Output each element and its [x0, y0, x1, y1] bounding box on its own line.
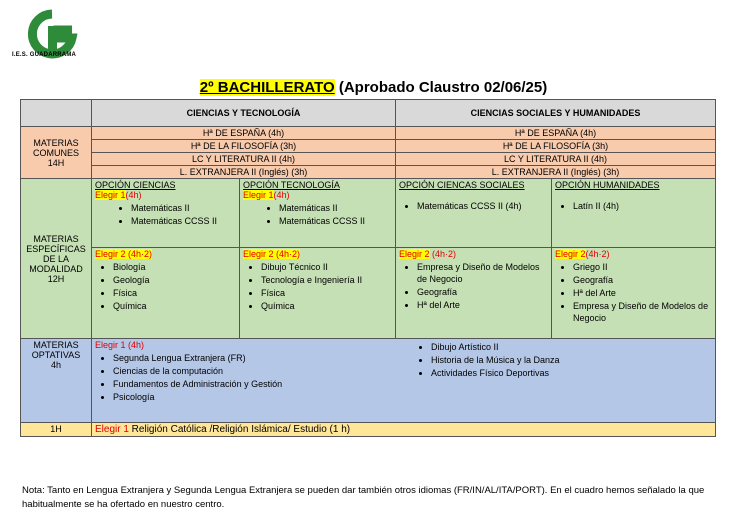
list-item: • Geografía: [573, 274, 712, 286]
header-ciencias-tecnologia: CIENCIAS Y TECNOLOGÍA: [92, 100, 396, 127]
sociales-elegir2-cell: [396, 248, 552, 339]
list-item: • Historia de la Música y la Danza: [431, 354, 703, 366]
religion-cell: [92, 423, 716, 437]
modalidad-label: [21, 179, 92, 339]
comun-right: LC Y LITERATURA II (4h): [396, 153, 716, 166]
elegir1-hours: (4h): [125, 190, 142, 200]
list-item: • Matemáticas CCSS II: [131, 215, 236, 227]
list-item: • Dibujo Técnico II: [261, 261, 392, 273]
title-rest: (Aprobado Claustro 02/06/25): [334, 79, 548, 96]
elegir2-label: Elegir 2: [555, 249, 586, 259]
list-item: • Física: [261, 287, 392, 299]
list-item: • Fundamentos de Administración y Gestión: [113, 378, 413, 390]
modalidad-hours: 12H: [47, 273, 65, 284]
list-item: • Hª del Arte: [417, 299, 548, 311]
comun-right: Hª DE ESPAÑA (4h): [396, 127, 716, 140]
list-item: • Matemáticas CCSS II (4h): [417, 200, 548, 212]
comun-left: Hª DE ESPAÑA (4h): [92, 127, 396, 140]
list-item: • Latín II (4h): [573, 200, 712, 212]
comun-right: Hª DE LA FILOSOFÍA (3h): [396, 140, 716, 153]
list-item: • Empresa y Diseño de Modelos de Negocio: [417, 261, 548, 285]
list-item: • Ciencias de la computación: [113, 365, 413, 377]
list-item: • Actividades Físico Deportivas: [431, 367, 703, 379]
list-item: • Psicología: [113, 391, 413, 403]
list-item: • Matemáticas II: [131, 202, 236, 214]
humanidades-elegir2-cell: [552, 248, 716, 339]
elegir2-label: Elegir 2 (4h·2): [243, 249, 301, 259]
opcion-humanidades-title: OPCIÓN HUMANIDADES: [555, 180, 660, 190]
list-item: • Hª del Arte: [573, 287, 712, 299]
opcion-tecnologia-cell: [240, 179, 396, 248]
ciencias-elegir2-cell: [92, 248, 240, 339]
list-item: • Empresa y Diseño de Modelos de Negocio: [573, 300, 712, 324]
elegir2-hours: (4h·2): [429, 249, 457, 259]
comunes-label-text: MATERIAS COMUNES: [32, 137, 79, 158]
footnote: Nota: Tanto en Lengua Extranjera y Segunda Lengua Extranjera se pueden dar también otros idiomas (FR/IN/AL/ITA/PORT). En el cuadro hemos señalado la que habitualmente se ha ofertado en nuestro centro.: [22, 485, 705, 510]
list-item: • Dibujo Artístico II: [431, 341, 703, 353]
religion-text: Religión Católica /Religión Islámica/ Estudio (1 h): [128, 424, 351, 435]
list-item: • Tecnología e Ingeniería II: [261, 274, 392, 286]
opcion-humanidades-cell: [552, 179, 716, 248]
comun-left: LC Y LITERATURA II (4h): [92, 153, 396, 166]
opcion-tecnologia-title: OPCIÓN TECNOLOGÍA: [243, 180, 340, 190]
comun-left: Hª DE LA FILOSOFÍA (3h): [92, 140, 396, 153]
opcion-ciencias-cell: [92, 179, 240, 248]
elegir1-hours: (4h): [273, 190, 290, 200]
optativas-label-text: MATERIAS OPTATIVAS: [31, 340, 81, 360]
optativas-label: [21, 339, 92, 423]
elegir2-label: Elegir 2: [399, 249, 430, 259]
comunes-hours: 14H: [47, 157, 65, 168]
optativas-elegir: Elegir 1 (4h): [95, 340, 145, 350]
comun-left: L. EXTRANJERA II (Inglés) (3h): [92, 166, 396, 179]
page-title: [0, 79, 747, 96]
religion-elegir: Elegir 1: [95, 424, 129, 435]
opcion-sociales-title: OPCIÓN CIENCAS SOCIALES: [399, 180, 525, 190]
title-highlight: 2º BACHILLERATO: [199, 79, 335, 96]
corner-cell: [21, 100, 92, 127]
comun-right: L. EXTRANJERA II (Inglés) (3h): [396, 166, 716, 179]
schedule-table: [20, 99, 716, 437]
tecnologia-elegir2-cell: [240, 248, 396, 339]
elegir1-label: Elegir 1: [95, 190, 126, 200]
elegir2-label: Elegir 2 (4h·2): [95, 249, 153, 259]
opcion-sociales-cell: [396, 179, 552, 248]
list-item: • Segunda Lengua Extranjera (FR): [113, 352, 413, 364]
logo-text: I.E.S. GUADARRAMA: [12, 52, 77, 58]
comunes-label: [21, 127, 92, 179]
elegir2-hours: (4h·2): [585, 249, 610, 259]
list-item: • Física: [113, 287, 236, 299]
list-item: • Química: [113, 300, 236, 312]
header-ciencias-sociales: CIENCIAS SOCIALES Y HUMANIDADES: [396, 100, 716, 127]
list-item: • Geografía: [417, 286, 548, 298]
list-item: • Geología: [113, 274, 236, 286]
list-item: • Matemáticas II: [279, 202, 392, 214]
elegir1-label: Elegir 1: [243, 190, 274, 200]
list-item: • Matemáticas CCSS II: [279, 215, 392, 227]
list-item: • Química: [261, 300, 392, 312]
list-item: • Biología: [113, 261, 236, 273]
modalidad-label-text: MATERIAS ESPECÍFICAS DE LA MODALIDAD: [26, 233, 86, 274]
religion-label: 1H: [21, 423, 92, 437]
optativas-cell: [92, 339, 716, 423]
opcion-ciencias-title: OPCIÓN CIENCIAS: [95, 180, 176, 190]
optativas-hours: 4h: [50, 360, 61, 370]
list-item: • Griego II: [573, 261, 712, 273]
